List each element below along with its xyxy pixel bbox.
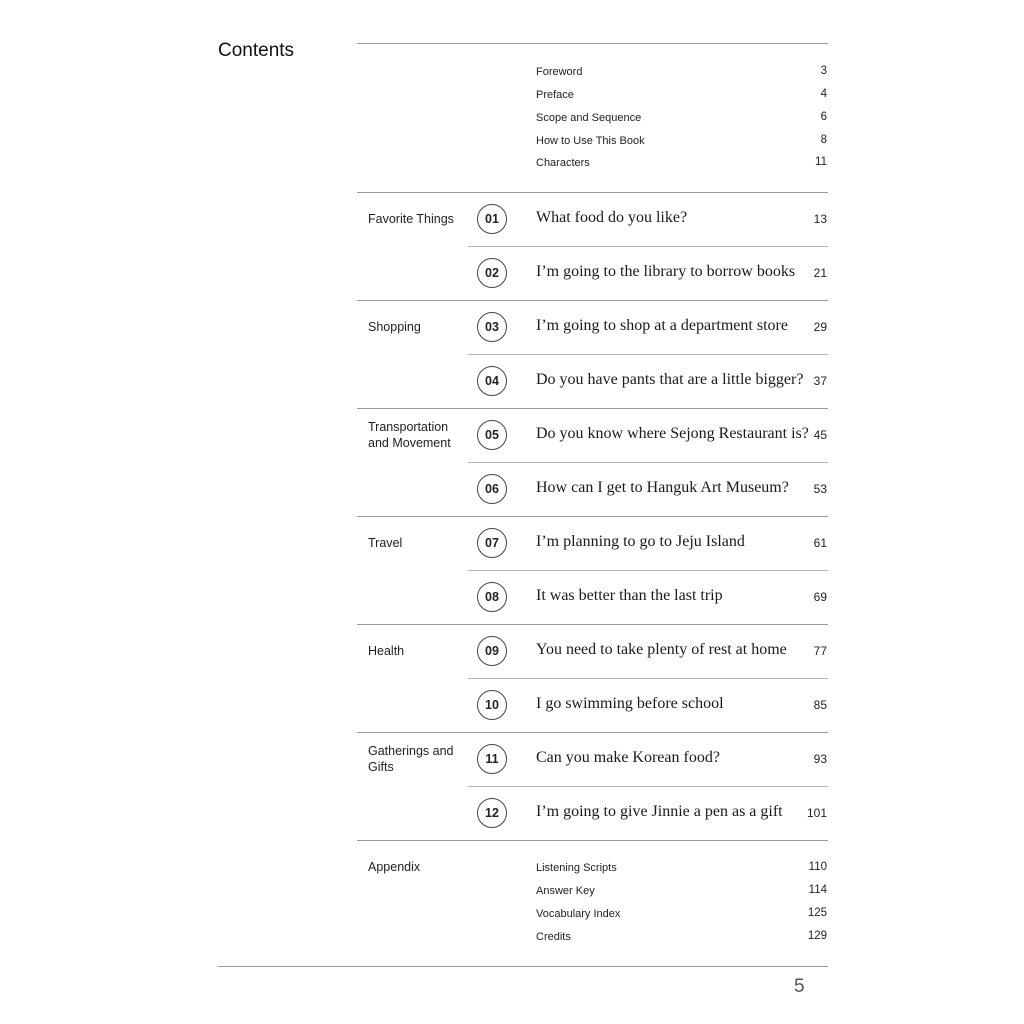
lesson-page: 37 [813, 374, 827, 388]
divider [357, 624, 828, 625]
divider [468, 246, 828, 247]
lesson-page: 69 [813, 590, 827, 604]
toc-page-answer-key: 114 [808, 884, 827, 896]
section-label: Shopping [368, 320, 421, 334]
contents-heading: Contents [218, 40, 295, 61]
divider [357, 516, 828, 517]
footer-divider [218, 966, 828, 967]
lesson-title[interactable]: It was better than the last trip [536, 587, 723, 604]
section-label: Appendix [368, 860, 421, 874]
lesson-title[interactable]: Do you have pants that are a little bigger? [536, 371, 804, 388]
lesson-page: 21 [813, 266, 827, 280]
toc-page-listening-scripts: 110 [808, 861, 827, 873]
divider [357, 732, 828, 733]
section-label: Health [368, 644, 405, 658]
divider [468, 462, 828, 463]
toc-page-credits: 129 [807, 930, 827, 942]
lesson-page: 29 [813, 320, 827, 334]
divider [468, 786, 828, 787]
divider [357, 840, 828, 841]
toc-page-scope: 6 [820, 111, 827, 123]
lesson-title[interactable]: I’m going to the library to borrow books [536, 263, 796, 280]
divider [357, 192, 828, 193]
toc-page-foreword: 3 [820, 65, 827, 77]
section-label: Favorite Things [368, 212, 454, 226]
toc-page-preface: 4 [820, 88, 827, 100]
lesson-number-badge: 03 [477, 312, 507, 342]
lesson-page: 45 [813, 428, 827, 442]
toc-entry-scope[interactable]: Scope and Sequence [536, 112, 642, 124]
lesson-number-badge: 07 [477, 528, 507, 558]
divider [468, 570, 828, 571]
lesson-number-badge: 12 [477, 798, 507, 828]
lesson-page: 53 [813, 482, 827, 496]
lesson-title[interactable]: I go swimming before school [536, 695, 724, 712]
lesson-number-badge: 05 [477, 420, 507, 450]
divider [357, 43, 828, 44]
toc-entry-preface[interactable]: Preface [536, 89, 574, 101]
lesson-number-badge: 01 [477, 204, 507, 234]
toc-entry-credits[interactable]: Credits [536, 931, 571, 943]
lesson-page: 93 [813, 752, 827, 766]
toc-entry-how-to-use[interactable]: How to Use This Book [536, 135, 645, 147]
lesson-page: 61 [813, 536, 827, 550]
divider [357, 408, 828, 409]
toc-page-how-to-use: 8 [820, 134, 827, 146]
toc-entry-characters[interactable]: Characters [536, 157, 590, 169]
lesson-title[interactable]: Do you know where Sejong Restaurant is? [536, 425, 809, 442]
lesson-title[interactable]: I’m going to shop at a department store [536, 317, 788, 334]
lesson-title[interactable]: I’m planning to go to Jeju Island [536, 533, 745, 550]
lesson-number-badge: 08 [477, 582, 507, 612]
section-label: Transportation and Movement [368, 420, 451, 450]
lesson-title[interactable]: What food do you like? [536, 209, 688, 226]
lesson-number-badge: 09 [477, 636, 507, 666]
section-label: Travel [368, 536, 403, 550]
lesson-page: 13 [813, 212, 827, 226]
toc-entry-vocabulary-index[interactable]: Vocabulary Index [536, 908, 621, 920]
lesson-title[interactable]: Can you make Korean food? [536, 749, 720, 766]
lesson-number-badge: 02 [477, 258, 507, 288]
page-number: 5 [794, 976, 805, 997]
toc-page-characters: 11 [815, 156, 827, 168]
lesson-number-badge: 10 [477, 690, 507, 720]
lesson-page: 101 [806, 806, 827, 820]
section-label: Gatherings and Gifts [368, 744, 454, 774]
lesson-number-badge: 11 [477, 744, 507, 774]
lesson-title[interactable]: You need to take plenty of rest at home [536, 641, 787, 658]
lesson-page: 77 [813, 644, 827, 658]
lesson-number-badge: 06 [477, 474, 507, 504]
lesson-page: 85 [813, 698, 827, 712]
toc-entry-answer-key[interactable]: Answer Key [536, 885, 595, 897]
divider [357, 300, 828, 301]
lesson-title[interactable]: I’m going to give Jinnie a pen as a gift [536, 803, 783, 820]
divider [468, 354, 828, 355]
lesson-title[interactable]: How can I get to Hanguk Art Museum? [536, 479, 789, 496]
toc-page-vocabulary-index: 125 [807, 907, 827, 919]
toc-entry-foreword[interactable]: Foreword [536, 66, 583, 78]
divider [468, 678, 828, 679]
lesson-number-badge: 04 [477, 366, 507, 396]
toc-entry-listening-scripts[interactable]: Listening Scripts [536, 862, 617, 874]
